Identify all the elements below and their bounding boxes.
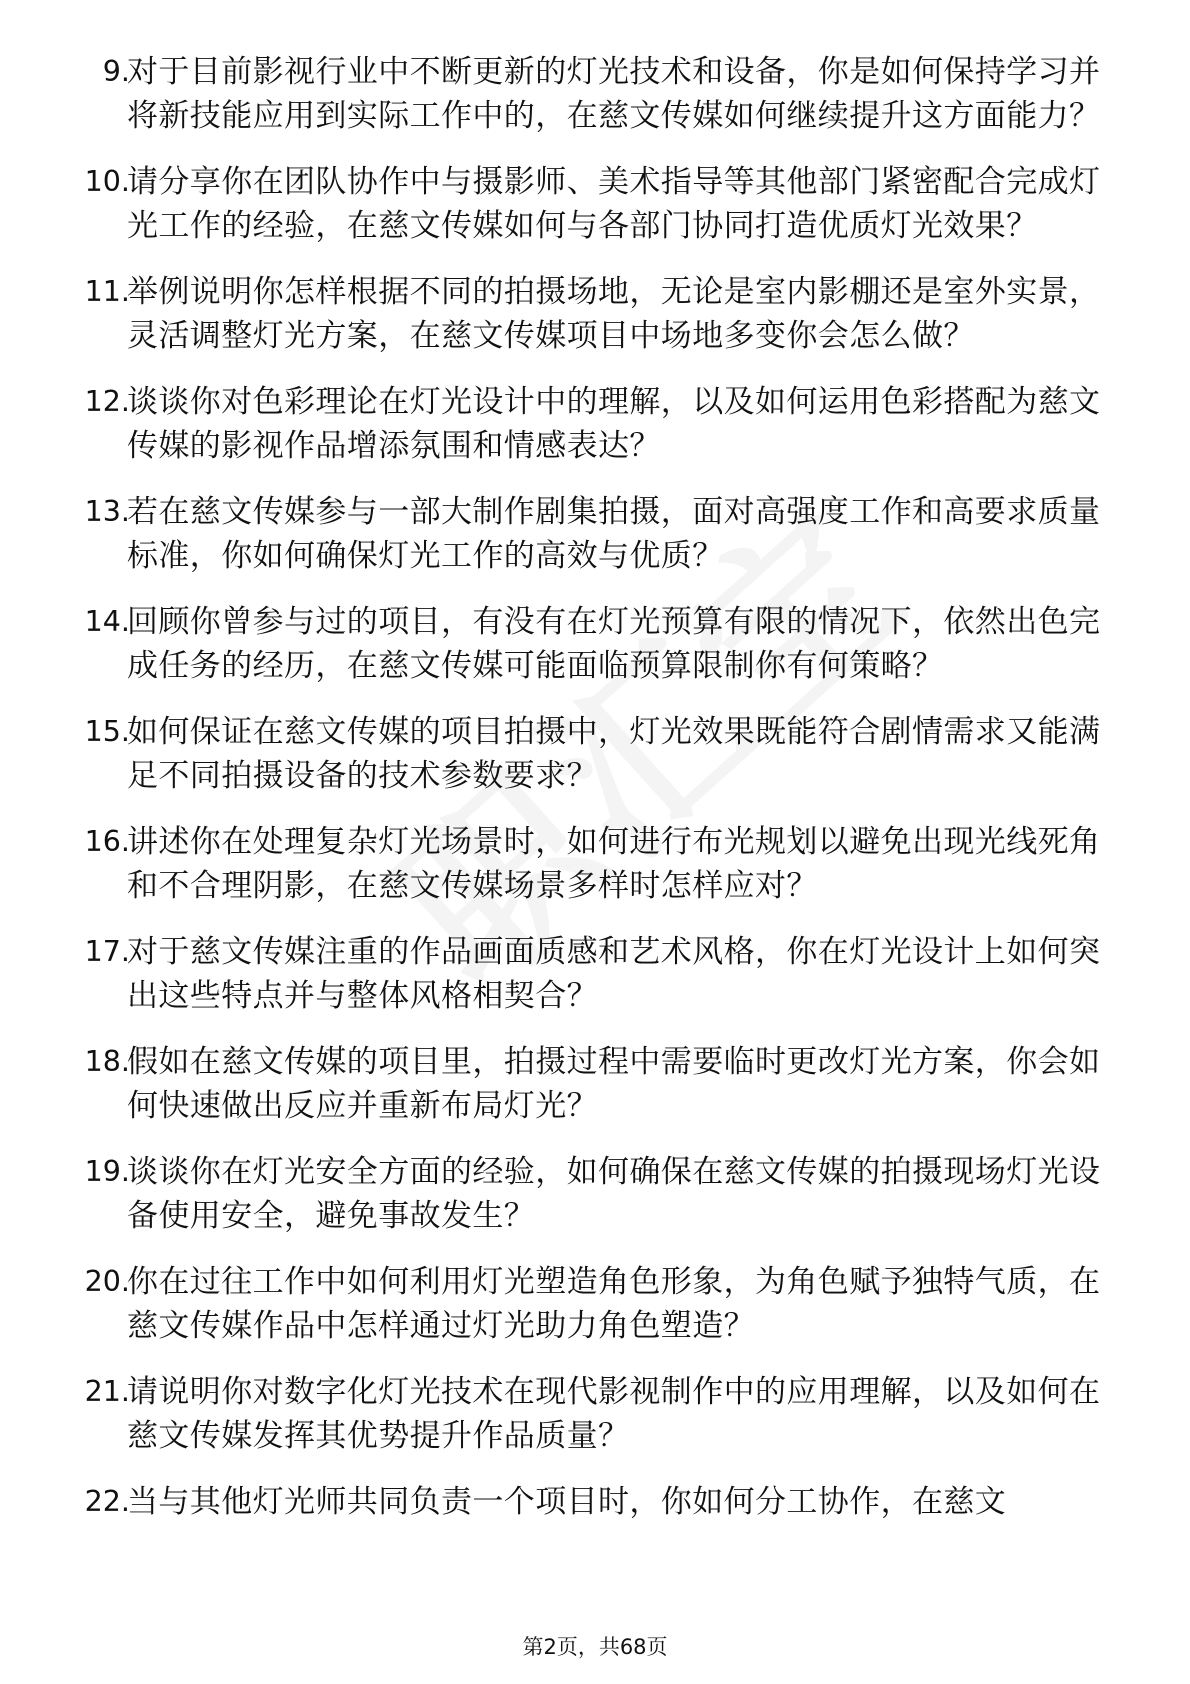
question-number: 22. (84, 1485, 130, 1518)
question-number: 20. (84, 1265, 130, 1298)
question-item (0, 490, 1190, 578)
question-text: 请说明你对数字化灯光技术在现代影视制作中的应用理解，以及如何在慈文传媒发挥其优势提升作品质量？ (127, 1374, 1101, 1454)
page-footer: 第2页，共68页 (522, 1635, 668, 1659)
question-number: 16. (84, 825, 130, 858)
question-text: 举例说明你怎样根据不同的拍摄场地，无论是室内影棚还是室外实景，灵活调整灯光方案，在慈文传媒项目中场地多变你会怎么做？ (127, 274, 1101, 354)
question-text: 若在慈文传媒参与一部大制作剧集拍摄，面对高强度工作和高要求质量标准，你如何确保灯光工作的高效与优质？ (127, 494, 1101, 574)
question-item (0, 1040, 1190, 1128)
question-text: 对于目前影视行业中不断更新的灯光技术和设备，你是如何保持学习并将新技能应用到实际工作中的，在慈文传媒如何继续提升这方面能力？ (127, 54, 1101, 134)
question-number: 13. (84, 495, 130, 528)
question-item (0, 710, 1190, 798)
question-item (0, 930, 1190, 1018)
question-item (0, 1370, 1190, 1458)
question-item (0, 50, 1190, 138)
question-list (0, 50, 1190, 1546)
question-item (0, 270, 1190, 358)
question-item (0, 1480, 1190, 1524)
question-item (0, 1150, 1190, 1238)
question-number: 10. (84, 165, 130, 198)
question-item (0, 600, 1190, 688)
question-number: 12. (84, 385, 130, 418)
question-text: 假如在慈文传媒的项目里，拍摄过程中需要临时更改灯光方案，你会如何快速做出反应并重新布局灯光？ (127, 1044, 1101, 1124)
question-text: 你在过往工作中如何利用灯光塑造角色形象，为角色赋予独特气质，在慈文传媒作品中怎样通过灯光助力角色塑造？ (127, 1264, 1101, 1344)
question-number: 19. (84, 1155, 130, 1188)
question-number: 17. (84, 935, 130, 968)
question-item (0, 380, 1190, 468)
question-number: 15. (84, 715, 130, 748)
question-number: 11. (84, 275, 130, 308)
question-number: 18. (84, 1045, 130, 1078)
question-item (0, 160, 1190, 248)
question-item (0, 1260, 1190, 1348)
question-text: 谈谈你对色彩理论在灯光设计中的理解，以及如何运用色彩搭配为慈文传媒的影视作品增添氛围和情感表达？ (127, 384, 1101, 464)
question-text: 当与其他灯光师共同负责一个项目时，你如何分工协作，在慈文 (127, 1484, 1007, 1520)
question-number: 14. (84, 605, 130, 638)
question-text: 回顾你曾参与过的项目，有没有在灯光预算有限的情况下，依然出色完成任务的经历，在慈文传媒可能面临预算限制你有何策略？ (127, 604, 1101, 684)
question-text: 如何保证在慈文传媒的项目拍摄中，灯光效果既能符合剧情需求又能满足不同拍摄设备的技术参数要求？ (127, 714, 1101, 794)
question-item (0, 820, 1190, 908)
question-number: 21. (84, 1375, 130, 1408)
question-text: 请分享你在团队协作中与摄影师、美术指导等其他部门紧密配合完成灯光工作的经验，在慈文传媒如何与各部门协同打造优质灯光效果？ (127, 164, 1101, 244)
question-text: 讲述你在处理复杂灯光场景时，如何进行布光规划以避免出现光线死角和不合理阴影，在慈文传媒场景多样时怎样应对？ (127, 824, 1101, 904)
question-number: 9. (102, 55, 130, 88)
question-text: 谈谈你在灯光安全方面的经验，如何确保在慈文传媒的拍摄现场灯光设备使用安全，避免事故发生？ (127, 1154, 1101, 1234)
question-text: 对于慈文传媒注重的作品画面质感和艺术风格，你在灯光设计上如何突出这些特点并与整体风格相契合？ (127, 934, 1101, 1014)
